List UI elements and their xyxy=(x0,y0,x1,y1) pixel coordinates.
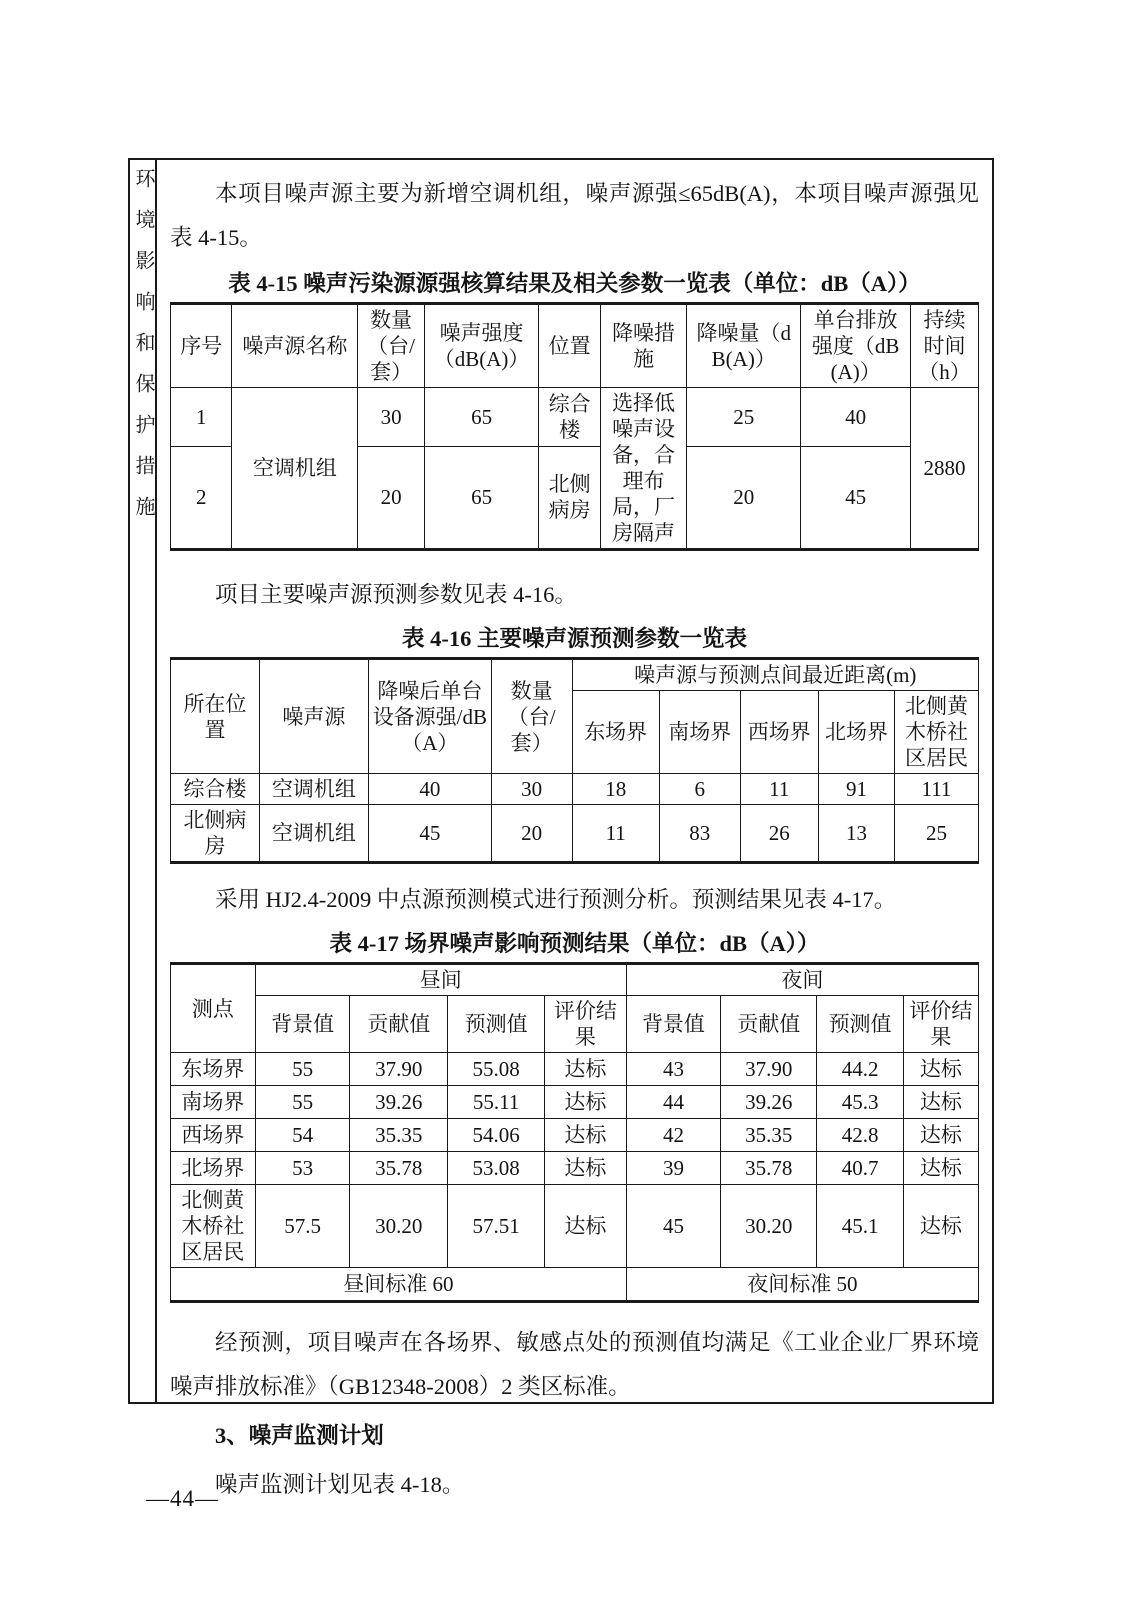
table-row xyxy=(171,388,979,447)
column-group-header-night: 夜间 xyxy=(626,964,978,996)
table-cell: 57.51 xyxy=(448,1185,545,1268)
table-cell: 30 xyxy=(491,774,572,805)
table-cell: 北侧病房 xyxy=(539,446,600,549)
table-cell: 53 xyxy=(255,1152,350,1185)
table-cell: 东场界 xyxy=(171,1053,256,1086)
column-header: 预测值 xyxy=(448,996,545,1053)
column-header: 序号 xyxy=(171,304,232,388)
table-cell: 25 xyxy=(687,388,801,447)
column-header: 北侧黄木桥社区居民 xyxy=(894,691,978,774)
table-cell: 45 xyxy=(801,446,911,549)
table-cell: 达标 xyxy=(903,1053,978,1086)
column-header: 东场界 xyxy=(572,691,659,774)
table-cell: 2 xyxy=(171,446,232,549)
column-header: 贡献值 xyxy=(721,996,817,1053)
table-cell: 54 xyxy=(255,1119,350,1152)
table-cell: 20 xyxy=(687,446,801,549)
table-cell: 2880 xyxy=(911,388,979,550)
table-cell: 44.2 xyxy=(817,1053,903,1086)
table-header-row xyxy=(171,996,979,1053)
column-header: 背景值 xyxy=(255,996,350,1053)
column-header: 噪声强度（dB(A)） xyxy=(424,304,539,388)
table-cell: 39.26 xyxy=(350,1086,448,1119)
paragraph-see-table-4-16: 项目主要噪声源预测参数见表 4-16。 xyxy=(215,582,577,607)
column-header: 背景值 xyxy=(626,996,721,1053)
table-header-row xyxy=(171,964,979,996)
table-cell: 55 xyxy=(255,1086,350,1119)
table-row xyxy=(171,1053,979,1086)
table-cell: 55 xyxy=(255,1053,350,1086)
table-cell: 65 xyxy=(424,388,539,447)
table-cell: 40 xyxy=(368,774,491,805)
table-cell: 达标 xyxy=(903,1185,978,1268)
table-cell: 35.35 xyxy=(721,1119,817,1152)
paragraph-noise-source-intro: 本项目噪声源主要为新增空调机组，噪声源强≤65dB(A)，本项目噪声源强见表 4-15。 xyxy=(170,181,979,250)
table-cell: 39 xyxy=(626,1152,721,1185)
table-cell: 综合楼 xyxy=(539,388,600,447)
sidebar-vertical-label: 环境影响和保护措施 xyxy=(132,168,154,537)
table-cell: 13 xyxy=(818,805,894,863)
table-cell: 26 xyxy=(740,805,818,863)
table-row xyxy=(171,774,979,805)
table-cell: 45 xyxy=(368,805,491,863)
table-cell: 111 xyxy=(894,774,978,805)
table-row xyxy=(171,1086,979,1119)
table-cell: 35.35 xyxy=(350,1119,448,1152)
table-row xyxy=(171,805,979,863)
table-caption-4-17: 表 4-17 场界噪声影响预测结果（单位：dB（A）） xyxy=(329,931,820,956)
table-cell: 达标 xyxy=(903,1152,978,1185)
day-standard-cell: 昼间标准 60 xyxy=(171,1268,627,1302)
table-cell: 11 xyxy=(572,805,659,863)
table-cell: 达标 xyxy=(545,1053,627,1086)
table-cell: 39.26 xyxy=(721,1086,817,1119)
table-cell: 达标 xyxy=(545,1152,627,1185)
table-cell: 空调机组 xyxy=(259,774,368,805)
column-header: 降噪后单台设备源强/dB（A） xyxy=(368,659,491,774)
paragraph-see-table-4-18: 噪声监测计划见表 4-18。 xyxy=(215,1472,465,1497)
column-header: 北场界 xyxy=(818,691,894,774)
table-cell: 37.90 xyxy=(350,1053,448,1086)
table-cell: 30 xyxy=(358,388,424,447)
table-cell: 选择低噪声设备，合理布局，厂房隔声 xyxy=(600,388,686,550)
table-cell: 综合楼 xyxy=(171,774,260,805)
table-cell: 达标 xyxy=(545,1185,627,1268)
table-caption-4-16: 表 4-16 主要噪声源预测参数一览表 xyxy=(402,626,747,651)
column-header: 持续时间（h） xyxy=(911,304,979,388)
table-cell: 57.5 xyxy=(255,1185,350,1268)
column-header: 南场界 xyxy=(659,691,740,774)
table-cell: 53.08 xyxy=(448,1152,545,1185)
table-cell: 45.1 xyxy=(817,1185,903,1268)
column-group-header: 噪声源与预测点间最近距离(m) xyxy=(572,659,978,691)
table-cell: 30.20 xyxy=(721,1185,817,1268)
table-cell: 54.06 xyxy=(448,1119,545,1152)
table-4-17 xyxy=(170,962,979,1303)
column-header: 预测值 xyxy=(817,996,903,1053)
column-header: 西场界 xyxy=(740,691,818,774)
table-header-row xyxy=(171,659,979,691)
table-cell: 北场界 xyxy=(171,1152,256,1185)
table-cell: 45.3 xyxy=(817,1086,903,1119)
paragraph-prediction-model: 采用 HJ2.4-2009 中点源预测模式进行预测分析。预测结果见表 4-17。 xyxy=(215,887,897,912)
column-header: 数量（台/套） xyxy=(358,304,424,388)
table-4-15 xyxy=(170,302,979,551)
column-header: 所在位置 xyxy=(171,659,260,774)
table-cell: 35.78 xyxy=(721,1152,817,1185)
table-cell: 空调机组 xyxy=(259,805,368,863)
table-cell: 1 xyxy=(171,388,232,447)
table-cell: 45 xyxy=(626,1185,721,1268)
table-cell: 42.8 xyxy=(817,1119,903,1152)
table-caption-4-15: 表 4-15 噪声污染源源强核算结果及相关参数一览表（单位：dB（A）） xyxy=(228,271,921,296)
night-standard-cell: 夜间标准 50 xyxy=(626,1268,978,1302)
table-cell: 43 xyxy=(626,1053,721,1086)
table-cell: 西场界 xyxy=(171,1119,256,1152)
table-cell: 18 xyxy=(572,774,659,805)
table-cell: 40 xyxy=(801,388,911,447)
table-cell: 达标 xyxy=(903,1119,978,1152)
table-row xyxy=(171,1185,979,1268)
table-cell: 达标 xyxy=(903,1086,978,1119)
table-cell: 30.20 xyxy=(350,1185,448,1268)
table-cell: 65 xyxy=(424,446,539,549)
table-row xyxy=(171,1152,979,1185)
column-header: 测点 xyxy=(171,964,256,1053)
table-cell: 南场界 xyxy=(171,1086,256,1119)
column-header: 噪声源名称 xyxy=(232,304,358,388)
table-cell: 北侧病房 xyxy=(171,805,260,863)
table-cell: 83 xyxy=(659,805,740,863)
table-cell: 40.7 xyxy=(817,1152,903,1185)
document-main-area xyxy=(157,160,992,1497)
column-header: 贡献值 xyxy=(350,996,448,1053)
table-cell: 20 xyxy=(358,446,424,549)
column-header: 单台排放强度（dB(A)） xyxy=(801,304,911,388)
table-cell: 44 xyxy=(626,1086,721,1119)
column-group-header-day: 昼间 xyxy=(255,964,626,996)
page-number: —44— xyxy=(146,1486,219,1511)
table-row xyxy=(171,1119,979,1152)
column-header: 降噪量（dB(A)） xyxy=(687,304,801,388)
paragraph-conclusion: 经预测，项目噪声在各场界、敏感点处的预测值均满足《工业企业厂界环境噪声排放标准》（GB12348-2008）2 类区标准。 xyxy=(170,1330,979,1399)
table-cell: 55.08 xyxy=(448,1053,545,1086)
document-content-box xyxy=(128,158,994,1497)
table-cell: 20 xyxy=(491,805,572,863)
table-4-16 xyxy=(170,657,979,864)
table-cell: 11 xyxy=(740,774,818,805)
table-cell: 55.11 xyxy=(448,1086,545,1119)
table-cell: 达标 xyxy=(545,1119,627,1152)
column-header: 降噪措施 xyxy=(600,304,686,388)
column-header: 位置 xyxy=(539,304,600,388)
table-cell: 空调机组 xyxy=(232,388,358,550)
table-cell: 42 xyxy=(626,1119,721,1152)
sidebar-vertical-label-column xyxy=(130,160,157,1402)
table-header-row xyxy=(171,304,979,388)
column-header: 噪声源 xyxy=(259,659,368,774)
table-cell: 北侧黄木桥社区居民 xyxy=(171,1185,256,1268)
column-header: 评价结果 xyxy=(903,996,978,1053)
table-cell: 35.78 xyxy=(350,1152,448,1185)
section-heading-noise-monitoring-plan: 3、噪声监测计划 xyxy=(215,1423,384,1448)
table-cell: 25 xyxy=(894,805,978,863)
table-cell: 达标 xyxy=(545,1086,627,1119)
table-footer-row xyxy=(171,1268,979,1302)
table-cell: 6 xyxy=(659,774,740,805)
table-cell: 91 xyxy=(818,774,894,805)
table-cell: 37.90 xyxy=(721,1053,817,1086)
column-header: 数量（台/套） xyxy=(491,659,572,774)
column-header: 评价结果 xyxy=(545,996,627,1053)
